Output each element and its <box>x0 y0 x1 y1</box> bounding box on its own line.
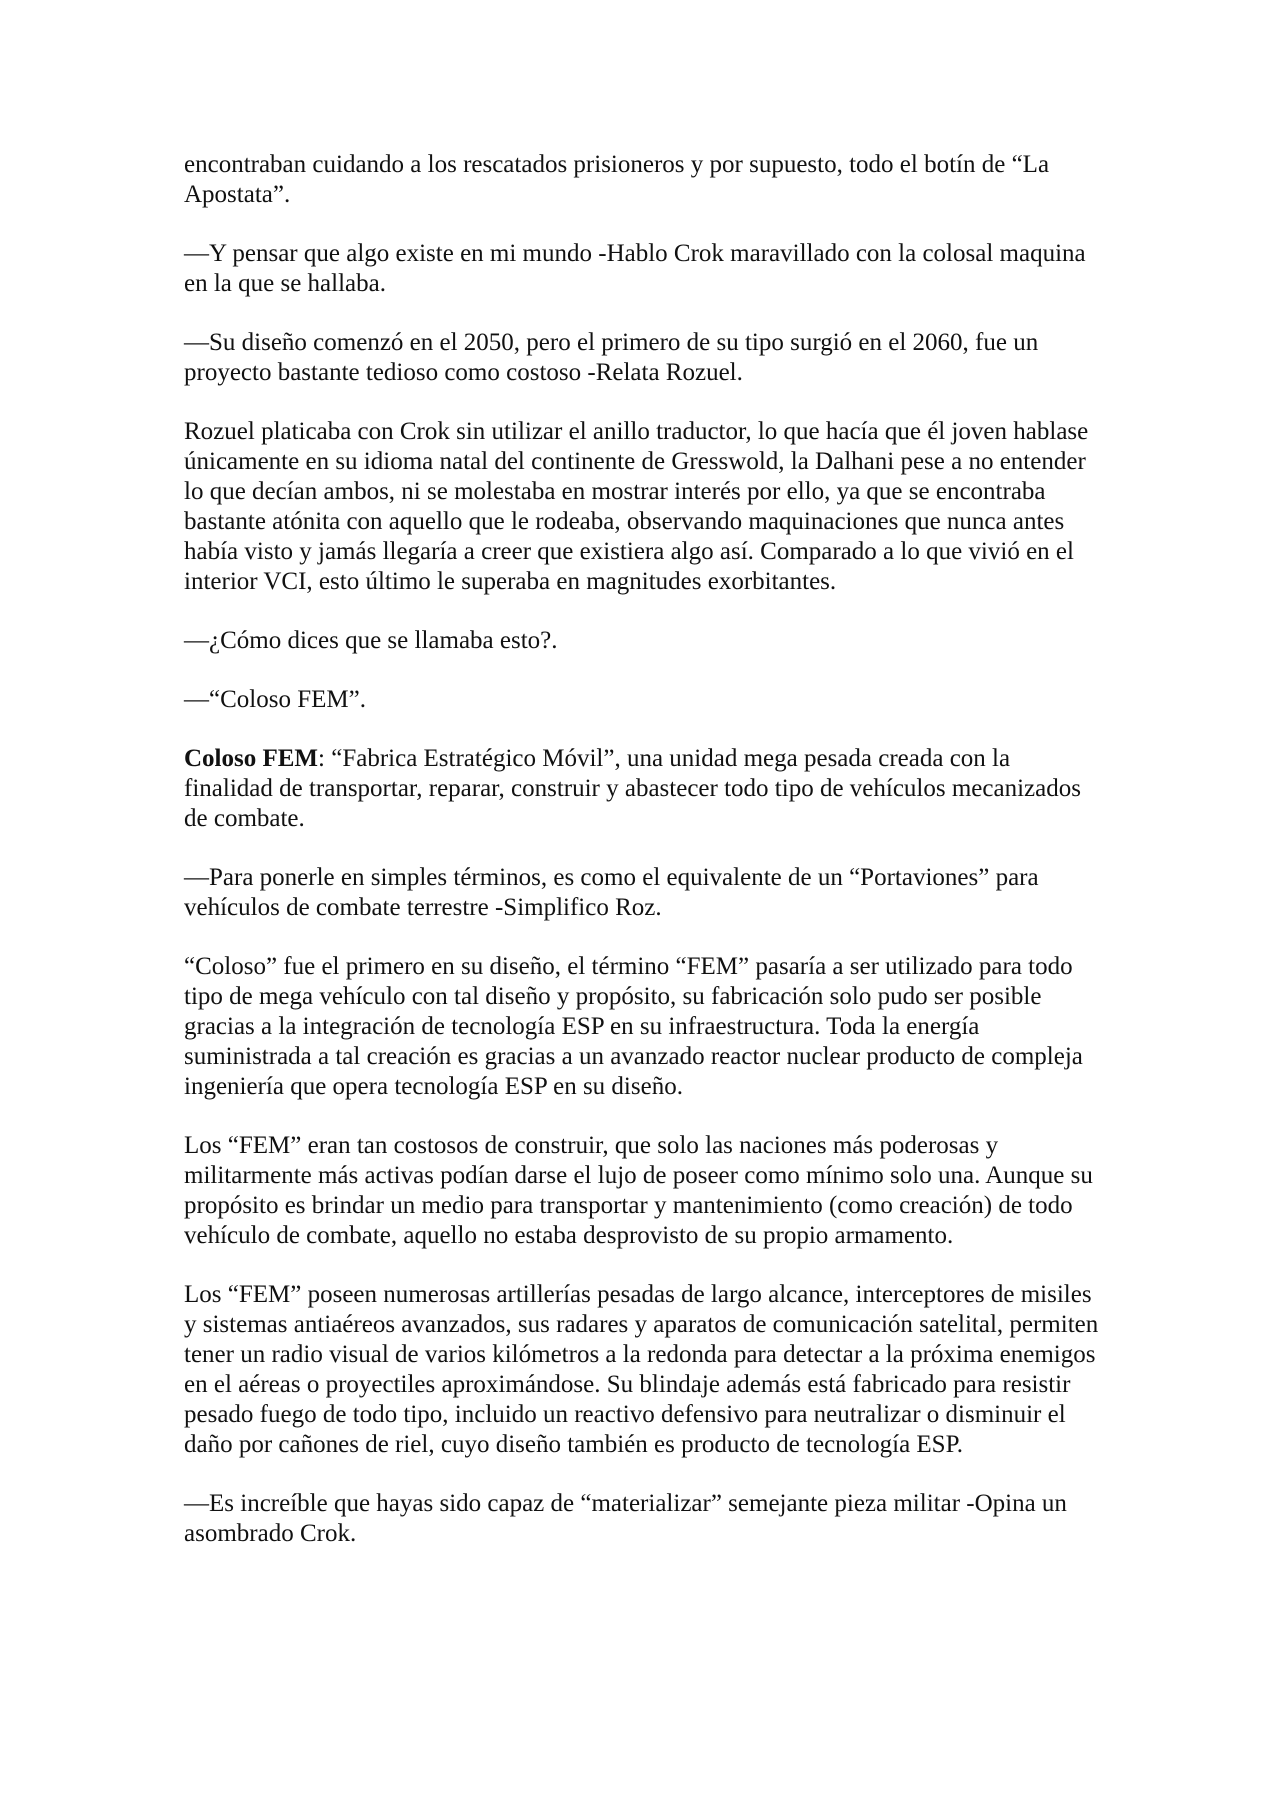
definition-term: Coloso FEM <box>184 745 319 772</box>
paragraph: encontraban cuidando a los rescatados prisioneros y por supuesto, todo el botín de “La Apostata”. <box>184 151 1050 208</box>
paragraph: “Coloso” fue el primero en su diseño, el término “FEM” pasaría a ser utilizado para todo tipo de mega vehículo con tal diseño y propósito, su fabricación solo pudo ser posible gracias a la integración de tecnología ESP en su infraestructura. Toda la energía suministrada a tal creación es gracias a un avanzado reactor nuclear producto de compleja ingeniería que opera tecnología ESP en su diseño. <box>184 953 1083 1100</box>
definition-text: : “Fabrica Estratégico Móvil”, una unidad mega pesada creada con la finalidad de transportar, reparar, construir y abastecer todo tipo de vehículos mecanizados de combate. <box>184 745 1081 832</box>
dialogue-paragraph: —Su diseño comenzó en el 2050, pero el primero de su tipo surgió en el 2060, fue un proyecto bastante tedioso como costoso -Relata Rozuel. <box>184 329 1039 386</box>
paragraph: Los “FEM” poseen numerosas artillerías pesadas de largo alcance, interceptores de misiles y sistemas antiaéreos avanzados, sus radares y aparatos de comunicación satelital, permiten tener un radio visual de varios kilómetros a la redonda para detectar a la próxima enemigos en el aéreas o proyectiles aproximándose. Su blindaje además está fabricado para resistir pesado fuego de todo tipo, incluido un reactivo defensivo para neutralizar o disminuir el daño por cañones de riel, cuyo diseño también es producto de tecnología ESP. <box>184 1281 1099 1458</box>
dialogue-paragraph: —Y pensar que algo existe en mi mundo -Hablo Crok maravillado con la colosal maquina en la que se hallaba. <box>184 240 1086 297</box>
dialogue-paragraph: —Para ponerle en simples términos, es como el equivalente de un “Portaviones” para vehículos de combate terrestre -Simplifico Roz. <box>184 864 1039 921</box>
dialogue-paragraph: —¿Cómo dices que se llamaba esto?. <box>184 627 558 654</box>
paragraph: Rozuel platicaba con Crok sin utilizar el anillo traductor, lo que hacía que él joven hablase únicamente en su idioma natal del continente de Gresswold, la Dalhani pese a no entender lo que decían ambos, ni se molestaba en mostrar interés por ello, ya que se encontraba bastante atónita con aquello que le rodeaba, observando maquinaciones que nunca antes había visto y jamás llegaría a creer que existiera algo así. Comparado a lo que vivió en el interior VCI, esto último le superaba en magnitudes exorbitantes. <box>184 418 1089 595</box>
body-text <box>184 150 1104 1578</box>
dialogue-paragraph: —“Coloso FEM”. <box>184 686 366 713</box>
dialogue-paragraph: —Es increíble que hayas sido capaz de “materializar” semejante pieza militar -Opina un asombrado Crok. <box>184 1490 1067 1547</box>
definition-paragraph <box>184 744 1104 834</box>
paragraph: Los “FEM” eran tan costosos de construir, que solo las naciones más poderosas y militarmente más activas podían darse el lujo de poseer como mínimo solo una. Aunque su propósito es brindar un medio para transportar y mantenimiento (como creación) de todo vehículo de combate, aquello no estaba desprovisto de su propio armamento. <box>184 1132 1093 1249</box>
